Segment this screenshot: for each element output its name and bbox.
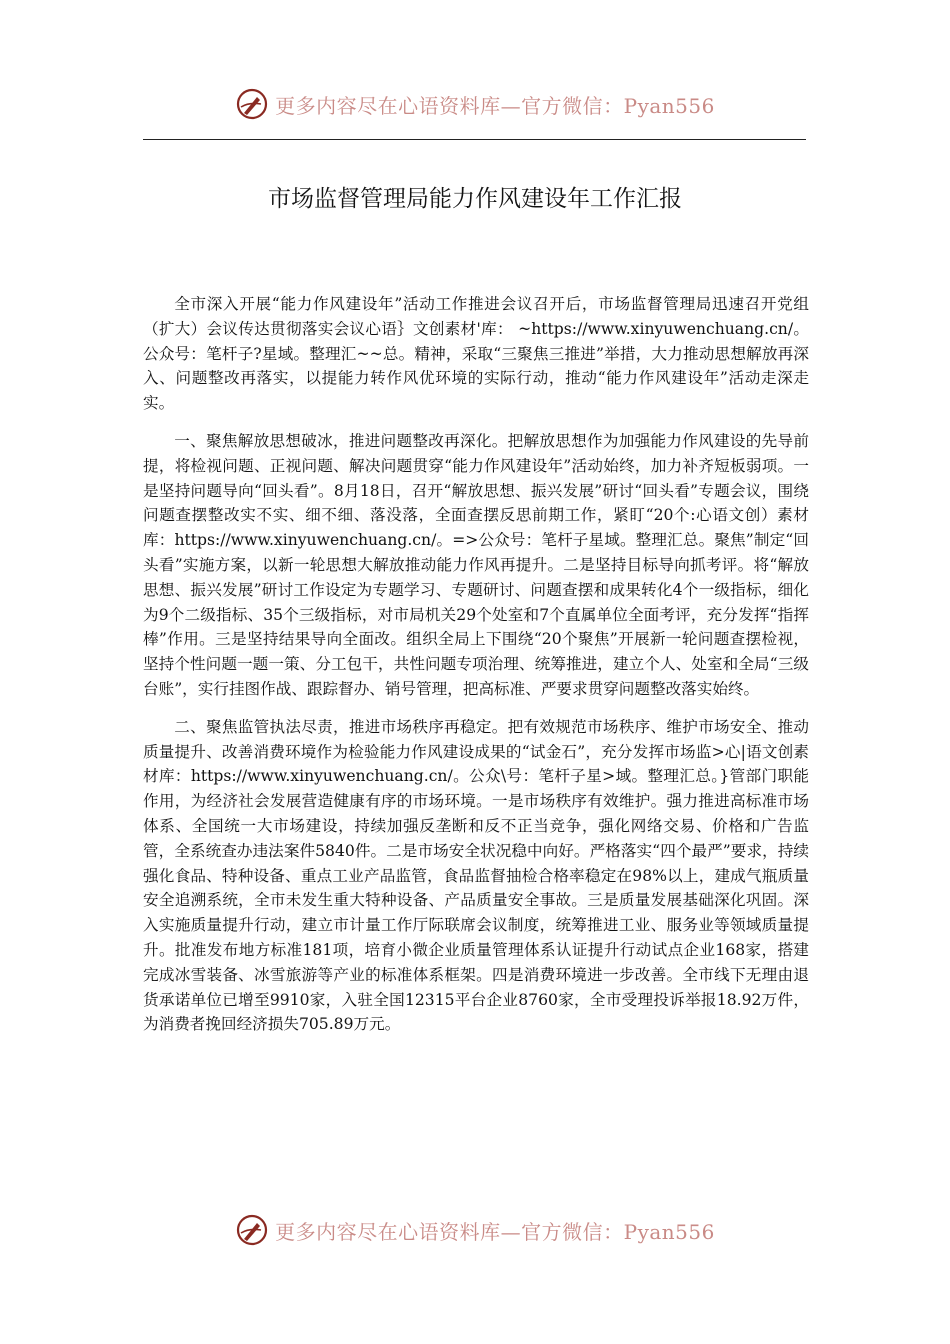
footer-banner	[0, 1208, 950, 1252]
paragraph-intro: 全市深入开展“能力作风建设年”活动工作推进会议召开后，市场监督管理局迅速召开党组（扩大）会议传达贯彻落实会议心语｝文创素材'库： ~https://www.xinyuwenchuang.cn/。公众号：笔杆子?星域。整理汇~~总。精神，采取“三聚焦三推进”举措，大力推动思想解放再深入、问题整改再落实，以提能力转作风优环境的实际行动，推动“能力作风建设年”活动走深走实。	[143, 295, 809, 413]
header-banner-text: 更多内容尽在心语资料库—官方微信：Pyan556	[275, 93, 715, 118]
header-banner	[0, 82, 950, 126]
footer-banner-text: 更多内容尽在心语资料库—官方微信：Pyan556	[275, 1219, 715, 1244]
paragraph-section-2: 二、聚焦监管执法尽责，推进市场秩序再稳定。把有效规范市场秩序、维护市场安全、推动质量提升、改善消费环境作为检验能力作风建设成果的“试金石”，充分发挥市场监>心|语文创素材库：https://www.xinyuwenchuang.cn/。公众\号：笔杆子星>域。整理汇总。}管部门职能作用，为经济社会发展营造健康有序的市场环境。一是市场秩序有效维护。强力推进高标准市场体系、全国统一大市场建设，持续加强反垄断和反不正当竞争，强化网络交易、价格和广告监管，全系统查办违法案件5840件。二是市场安全状况稳中向好。严格落实“四个最严”要求，持续强化食品、特种设备、重点工业产品监管，食品监督抽检合格率稳定在98%以上，建成气瓶质量安全追溯系统，全市未发生重大特种设备、产品质量安全事故。三是质量发展基础深化巩固。深入实施质量提升行动，建立市计量工作厅际联席会议制度，统筹推进工业、服务业等领域质量提升。批准发布地方标准181项，培育小微企业质量管理体系认证提升行动试点企业168家，搭建完成冰雪装备、冰雪旅游等产业的标准体系框架。四是消费环境进一步改善。全市线下无理由退货承诺单位已增至9910家，入驻全国12315平台企业8760家，全市受理投诉举报18.92万件，为消费者挽回经济损失705.89万元。	[143, 717, 809, 1034]
pen-nib-logo-icon	[235, 1213, 269, 1247]
paragraph-section-1: 一、聚焦解放思想破冰，推进问题整改再深化。把解放思想作为加强能力作风建设的先导前提，将检视问题、正视问题、解决问题贯穿“能力作风建设年”活动始终，加力补齐短板弱项。一是坚持问题导向“回头看”。8月18日，召开“解放思想、振兴发展”研讨“回头看”专题会议，围绕问题查摆整改实不实、细不细、落没落，全面查摆反思前期工作，紧盯“20个:心语文创）素材库：https://www.xinyuwenchuang.cn/。=>公众号：笔杆子星域。整理汇总。聚焦”制定“回头看”实施方案，以新一轮思想大解放推动能力作风再提升。二是坚持目标导向抓考评。将“解放思想、振兴发展”研讨工作设定为专题学习、专题研讨、问题查摆和成果转化4个一级指标，细化为9个二级指标、35个三级指标，对市局机关29个处室和7个直属单位全面考评，充分发挥“指挥棒”作用。三是坚持结果导向全面改。组织全局上下围绕“20个聚焦”开展新一轮问题查摆检视，坚持个性问题一题一策、分工包干，共性问题专项治理、统筹推进，建立个人、处室和全局“三级台账”，实行挂图作战、跟踪督办、销号管理，把高标准、严要求贯穿问题整改落实始终。	[143, 431, 809, 698]
pen-nib-logo-icon	[235, 87, 269, 121]
document-title: 市场监督管理局能力作风建设年工作汇报	[268, 186, 682, 212]
document-body	[143, 292, 809, 1050]
header-divider	[143, 139, 806, 140]
